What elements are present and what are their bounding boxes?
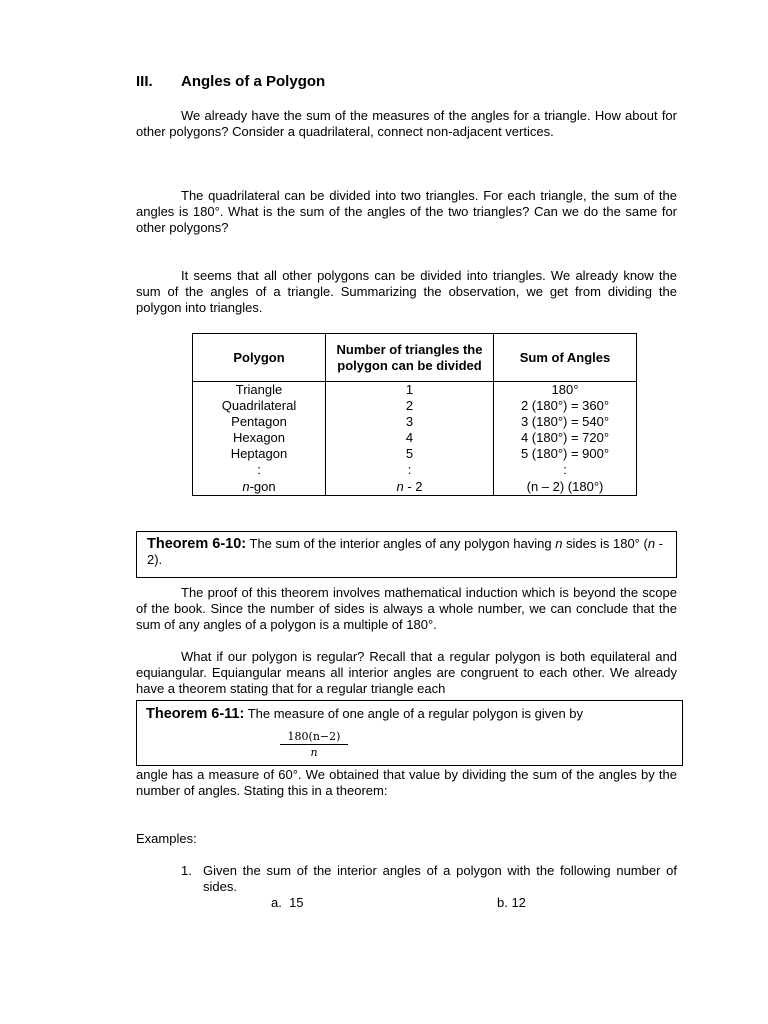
cell-triangles: 1 — [326, 382, 494, 399]
paragraph-2: The quadrilateral can be divided into two triangles. For each triangle, the sum of the angles is 180°. What is the sum of the angles of the two triangles? Can we do the same for other polygons? — [136, 188, 677, 235]
minus-two: - 2 — [403, 478, 423, 494]
cell-sum-general: (n – 2) (180°) — [494, 478, 637, 496]
cell-polygon: Triangle — [193, 382, 326, 399]
example-item-1: Given the sum of the interior angles of a polygon with the following number of sides. — [203, 863, 677, 894]
cell-sum: 4 (180°) = 720° — [494, 430, 637, 446]
cell-sum: : — [494, 462, 637, 478]
section-title: Angles of a Polygon — [181, 73, 326, 90]
cell-polygon-ngon — [193, 478, 326, 496]
theorem-6-10-text: The sum of the interior angles of any polygon having — [246, 536, 556, 551]
theorem-6-10-text: - 2). — [147, 536, 664, 567]
variable-n: n — [555, 536, 563, 551]
theorem-6-10-title: Theorem 6-10: — [147, 536, 247, 552]
variable-n: n — [647, 536, 656, 551]
cell-sum: 3 (180°) = 540° — [494, 414, 637, 430]
table-row — [193, 382, 637, 399]
theorem-6-11-title: Theorem 6-11: — [146, 706, 245, 722]
header-polygon: Polygon — [193, 334, 326, 382]
cell-sum: 180° — [494, 382, 637, 399]
table-row — [193, 462, 637, 478]
example-a-value: 15 — [289, 895, 304, 910]
example-a-label: a. — [271, 895, 282, 910]
example-a — [271, 895, 304, 910]
cell-polygon: Heptagon — [193, 446, 326, 462]
cell-polygon: Quadrilateral — [193, 398, 326, 414]
cell-sum: 5 (180°) = 900° — [494, 446, 637, 462]
section-heading — [136, 73, 325, 90]
cell-polygon: Hexagon — [193, 430, 326, 446]
theorem-6-10-text: sides is 180° ( — [562, 536, 648, 551]
paragraph-3: It seems that all other polygons can be divided into triangles. We already know the sum of the angles of a triangle. Summarizing the observation, we get from dividing the polygon into triangles. — [136, 268, 677, 315]
table-row — [193, 398, 637, 414]
theorem-6-11-text: The measure of one angle of a regular polygon is given by — [244, 706, 584, 721]
cell-polygon: : — [193, 462, 326, 478]
paragraph-5: What if our polygon is regular? Recall that a regular polygon is both equilateral and equiangular. Equiangular means all interior angles are congruent to each other. We already have a theorem stating that for a regular triangle each — [136, 649, 677, 696]
examples-label: Examples: — [136, 831, 197, 846]
paragraph-4: The proof of this theorem involves mathematical induction which is beyond the scope of the book. Since the number of sides is always a whole number, we can conclude that the sum of any angles of a polygon is a multiple of 180°. — [136, 585, 677, 632]
header-number-of-triangles: Number of triangles the polygon can be divided — [326, 334, 494, 382]
cell-triangles: 4 — [326, 430, 494, 446]
table-row — [193, 446, 637, 462]
cell-triangles-n-minus-2 — [326, 478, 494, 496]
polygon-angles-table — [192, 333, 637, 496]
header-sum-of-angles: Sum of Angles — [494, 334, 637, 382]
cell-sum: 2 (180°) = 360° — [494, 398, 637, 414]
example-b: b. 12 — [497, 895, 526, 910]
cell-triangles: 2 — [326, 398, 494, 414]
formula-denominator: n — [310, 746, 318, 759]
variable-n: n — [242, 478, 250, 494]
ngon-suffix: -gon — [249, 478, 276, 494]
theorem-6-11-box — [136, 700, 683, 766]
table-row — [193, 414, 637, 430]
table-row — [193, 478, 637, 496]
table-row — [193, 430, 637, 446]
fraction-bar — [280, 744, 348, 745]
cell-triangles: : — [326, 462, 494, 478]
formula-numerator: 180(n−2) — [287, 730, 341, 743]
cell-triangles: 5 — [326, 446, 494, 462]
section-number: III. — [136, 73, 153, 90]
variable-n: n — [396, 478, 404, 494]
cell-polygon: Pentagon — [193, 414, 326, 430]
paragraph-1: We already have the sum of the measures of the angles for a triangle. How about for other polygons? Consider a quadrilateral, connect non-adjacent vertices. — [136, 108, 677, 139]
example-item-number: 1. — [181, 863, 192, 878]
regular-angle-formula — [280, 730, 348, 759]
theorem-6-10-box — [136, 531, 677, 578]
cell-triangles: 3 — [326, 414, 494, 430]
table-header-row — [193, 334, 637, 382]
paragraph-6: angle has a measure of 60°. We obtained that value by dividing the sum of the angles by the number of angles. Stating this in a theorem: — [136, 767, 677, 798]
